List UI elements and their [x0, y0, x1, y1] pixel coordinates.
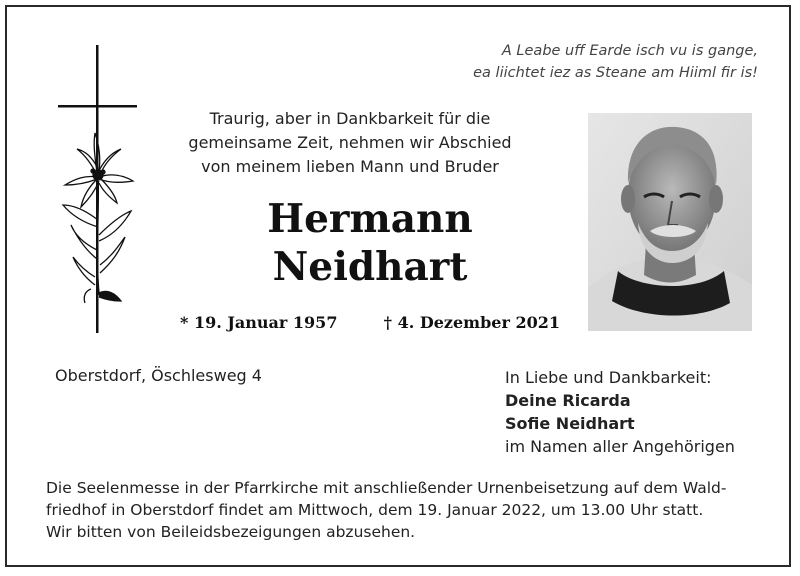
notice-line-2: friedhof in Oberstdorf findet am Mittwoch, dem 19. Januar 2022, um 13.00 Uhr statt. [46, 501, 704, 519]
death-date: † 4. Dezember 2021 [383, 313, 560, 332]
deceased-name [200, 195, 540, 291]
notice-line-3: Wir bitten von Beileidsbezeigungen abzusehen. [46, 523, 416, 541]
cross-icon [55, 45, 140, 333]
birth-date: * 19. Januar 1957 [180, 313, 338, 332]
mourner-name-1: Deine Ricarda [505, 391, 631, 410]
motto [398, 40, 758, 84]
portrait-photo [588, 113, 752, 331]
last-name: Neidhart [272, 244, 468, 290]
life-dates [180, 313, 560, 332]
first-name: Hermann [267, 196, 473, 242]
mourners-block [505, 366, 735, 458]
address: Oberstdorf, Öschlesweg 4 [55, 366, 262, 385]
notice-line-1: Die Seelenmesse in der Pfarrkirche mit anschließender Urnenbeisetzung auf dem Wald- [46, 479, 727, 497]
intro-text [160, 107, 540, 179]
mourners-outro: im Namen aller Angehörigen [505, 437, 735, 456]
motto-line-2: ea liichtet iez as Steane am Hiiml fir is! [473, 65, 758, 81]
intro-line-2: gemeinsame Zeit, nehmen wir Abschied [188, 133, 512, 152]
funeral-notice [46, 477, 766, 543]
mourners-intro: In Liebe und Dankbarkeit: [505, 368, 712, 387]
intro-line-1: Traurig, aber in Dankbarkeit für die [209, 109, 491, 128]
motto-line-1: A Leabe uff Earde isch vu is gange, [501, 43, 758, 59]
mourner-name-2: Sofie Neidhart [505, 414, 635, 433]
intro-line-3: von meinem lieben Mann und Bruder [201, 157, 499, 176]
